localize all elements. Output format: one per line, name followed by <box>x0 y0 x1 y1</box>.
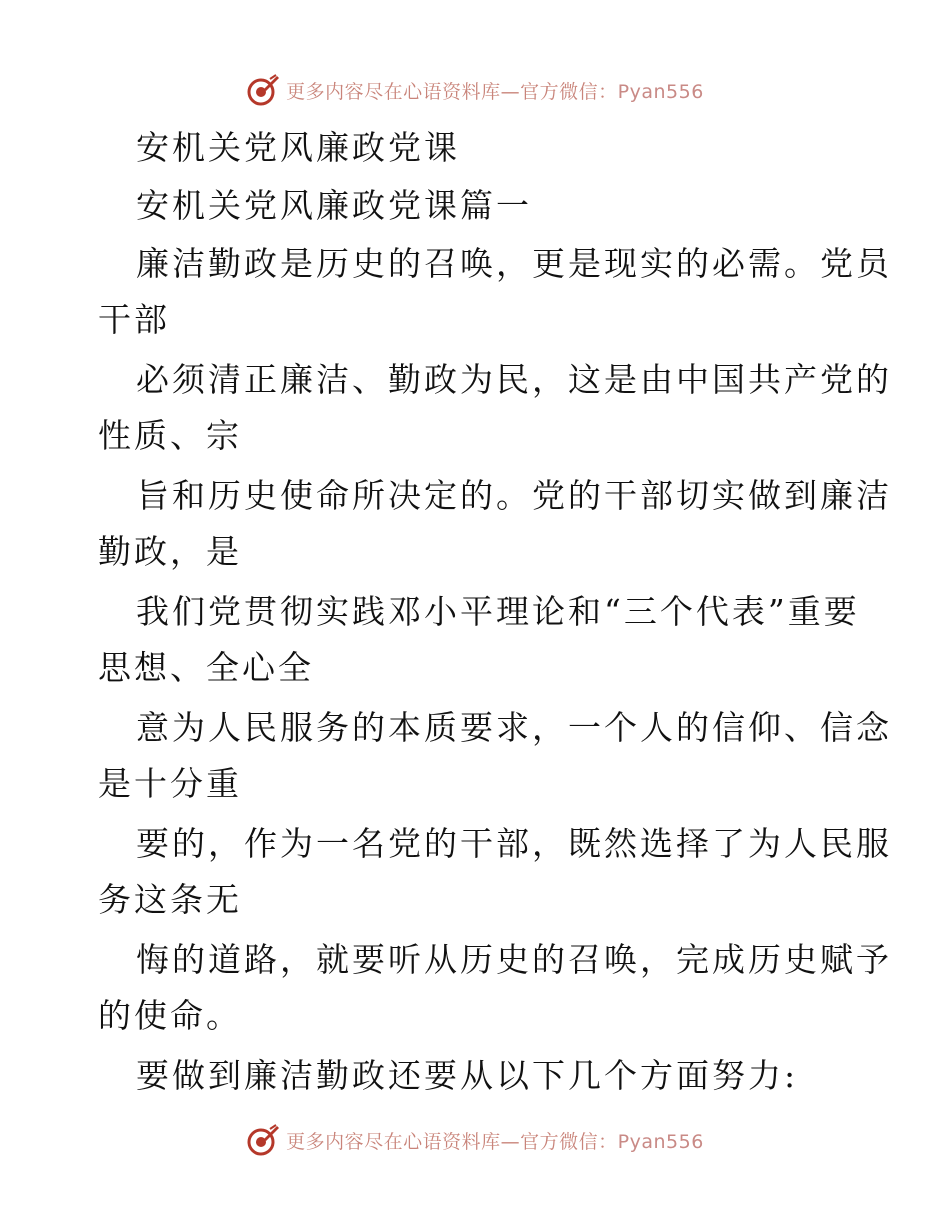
header-watermark-banner <box>0 72 950 108</box>
paragraph-line: 旨和历史使命所决定的。党的干部切实做到廉洁 <box>136 476 892 515</box>
paragraph-line: 务这条无 <box>98 880 242 919</box>
paragraph-line: 悔的道路，就要听从历史的召唤，完成历史赋予 <box>136 940 892 979</box>
quill-seal-icon <box>246 1123 280 1157</box>
paragraph-line: 必须清正廉洁、勤政为民，这是由中国共产党的 <box>136 360 892 399</box>
paragraph-line: 的使命。 <box>98 996 242 1035</box>
paragraph-line: 思想、全心全 <box>98 648 314 687</box>
paragraph-line: 廉洁勤政是历史的召唤，更是现实的必需。党员 <box>136 244 892 283</box>
wechat-id: Pyan556 <box>617 1130 704 1153</box>
watermark-text: 更多内容尽在心语资料库—官方微信：Pyan556 <box>286 80 704 103</box>
paragraph-line: 勤政，是 <box>98 532 242 571</box>
paragraph-line: 要做到廉洁勤政还要从以下几个方面努力: <box>136 1056 799 1095</box>
footer-watermark-banner <box>0 1122 950 1158</box>
document-subtitle: 安机关党风廉政党课篇一 <box>136 186 532 225</box>
wechat-id: Pyan556 <box>617 80 704 103</box>
paragraph-line: 是十分重 <box>98 764 242 803</box>
paragraph-line: 性质、宗 <box>98 416 242 455</box>
paragraph-line: 意为人民服务的本质要求，一个人的信仰、信念 <box>136 708 892 747</box>
paragraph-line: 我们党贯彻实践邓小平理论和“三个代表”重要 <box>136 592 860 631</box>
watermark-text: 更多内容尽在心语资料库—官方微信：Pyan556 <box>286 1130 704 1153</box>
paragraph-line: 要的，作为一名党的干部，既然选择了为人民服 <box>136 824 892 863</box>
document-title: 安机关党风廉政党课 <box>136 128 460 167</box>
paragraph-line: 干部 <box>98 300 170 339</box>
quill-seal-icon <box>246 73 280 107</box>
